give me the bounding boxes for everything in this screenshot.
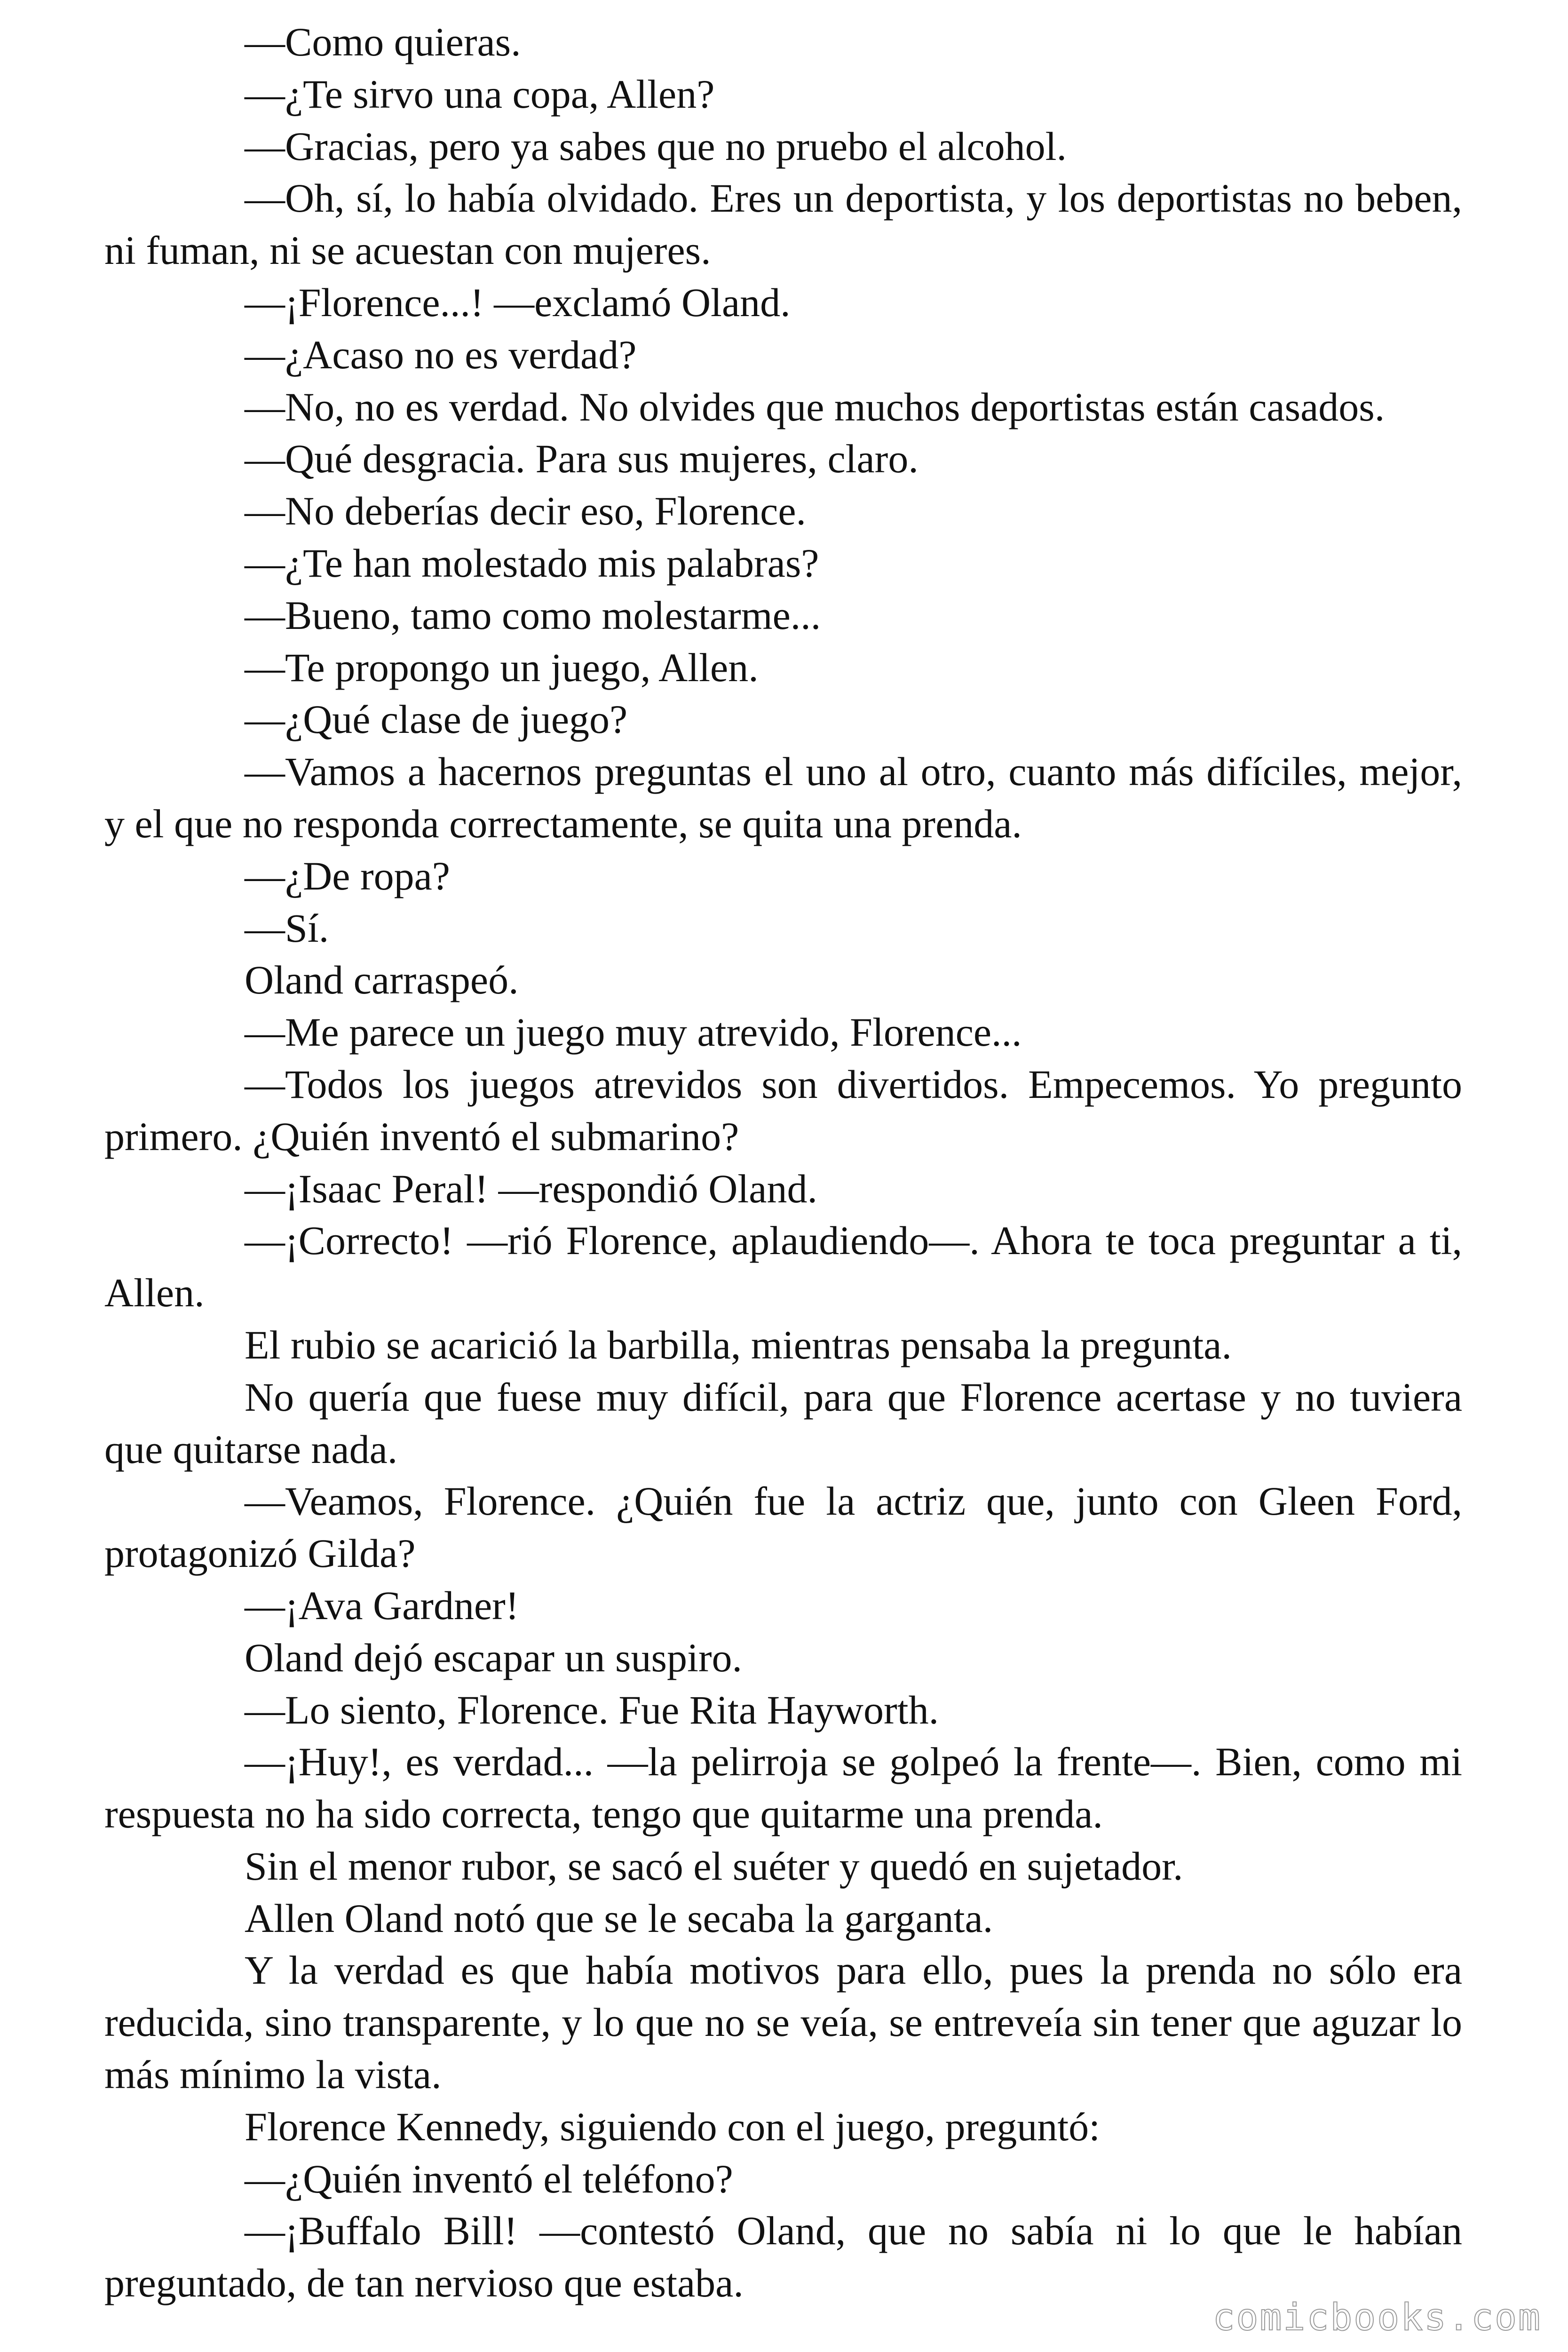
paragraph: —Sí. [245, 905, 329, 951]
paragraph: Y la verdad es que había motivos para ello, pues la prenda no sólo era reducida, sino transparente, y lo que no se veía, se entreveía sin tener que aguzar lo más mínimo la vista. [104, 1947, 1462, 2098]
paragraph: —¡Florence...! —exclamó Oland. [245, 279, 791, 325]
paragraph: —¡Buffalo Bill! —contestó Oland, que no sabía ni lo que le habían preguntado, de tan nervioso que estaba. [104, 2208, 1462, 2306]
paragraph: —¿De ropa? [245, 853, 450, 898]
body-text [104, 16, 1462, 2309]
paragraph: —¿Quién inventó el teléfono? [245, 2156, 733, 2201]
paragraph: Allen Oland notó que se le secaba la garganta. [245, 1895, 993, 1941]
paragraph: —Bueno, tamo como molestarme... [245, 592, 821, 638]
paragraph: El rubio se acarició la barbilla, mientras pensaba la pregunta. [245, 1322, 1232, 1367]
paragraph: Sin el menor rubor, se sacó el suéter y quedó en sujetador. [245, 1843, 1183, 1889]
paragraph: —Todos los juegos atrevidos son divertidos. Empecemos. Yo pregunto primero. ¿Quién inventó el submarino? [104, 1061, 1462, 1159]
paragraph: —No deberías decir eso, Florence. [245, 488, 807, 534]
paragraph: —¡Isaac Peral! —respondió Oland. [245, 1166, 817, 1211]
paragraph: —¡Ava Gardner! [245, 1582, 519, 1628]
paragraph: —¿Te han molestado mis palabras? [245, 540, 819, 586]
paragraph: —Qué desgracia. Para sus mujeres, claro. [245, 436, 919, 482]
watermark-logo: comicbooks.com [1212, 2296, 1542, 2339]
paragraph: Florence Kennedy, siguiendo con el juego, preguntó: [245, 2104, 1101, 2149]
paragraph: —Lo siento, Florence. Fue Rita Hayworth. [245, 1687, 939, 1732]
paragraph: —Te propongo un juego, Allen. [245, 644, 759, 690]
paragraph: —¡Correcto! —rió Florence, aplaudiendo—. Ahora te toca preguntar a ti, Allen. [104, 1218, 1462, 1316]
paragraph: —¿Qué clase de juego? [245, 697, 628, 742]
paragraph: Oland dejó escapar un suspiro. [245, 1635, 742, 1680]
paragraph: No quería que fuese muy difícil, para que Florence acertase y no tuviera que quitarse nada. [104, 1374, 1462, 1472]
paragraph: —Gracias, pero ya sabes que no pruebo el alcohol. [245, 123, 1067, 169]
paragraph: —¡Huy!, es verdad... —la pelirroja se golpeó la frente—. Bien, como mi respuesta no ha sido correcta, tengo que quitarme una prenda. [104, 1739, 1462, 1837]
paragraph: —Como quieras. [245, 19, 521, 64]
paragraph: —¿Acaso no es verdad? [245, 332, 637, 377]
paragraph: Oland carraspeó. [245, 957, 519, 1003]
paragraph: —No, no es verdad. No olvides que muchos deportistas están casados. [245, 384, 1385, 429]
paragraph: —Vamos a hacernos preguntas el uno al otro, cuanto más difíciles, mejor, y el que no responda correctamente, se quita una prenda. [104, 749, 1462, 846]
paragraph: —Veamos, Florence. ¿Quién fue la actriz que, junto con Gleen Ford, protagonizó Gilda? [104, 1478, 1462, 1576]
paragraph: —¿Te sirvo una copa, Allen? [245, 71, 715, 117]
paragraph: —Me parece un juego muy atrevido, Florence... [245, 1009, 1022, 1055]
paragraph: —Oh, sí, lo había olvidado. Eres un deportista, y los deportistas no beben, ni fuman, ni se acuestan con mujeres. [104, 175, 1462, 273]
